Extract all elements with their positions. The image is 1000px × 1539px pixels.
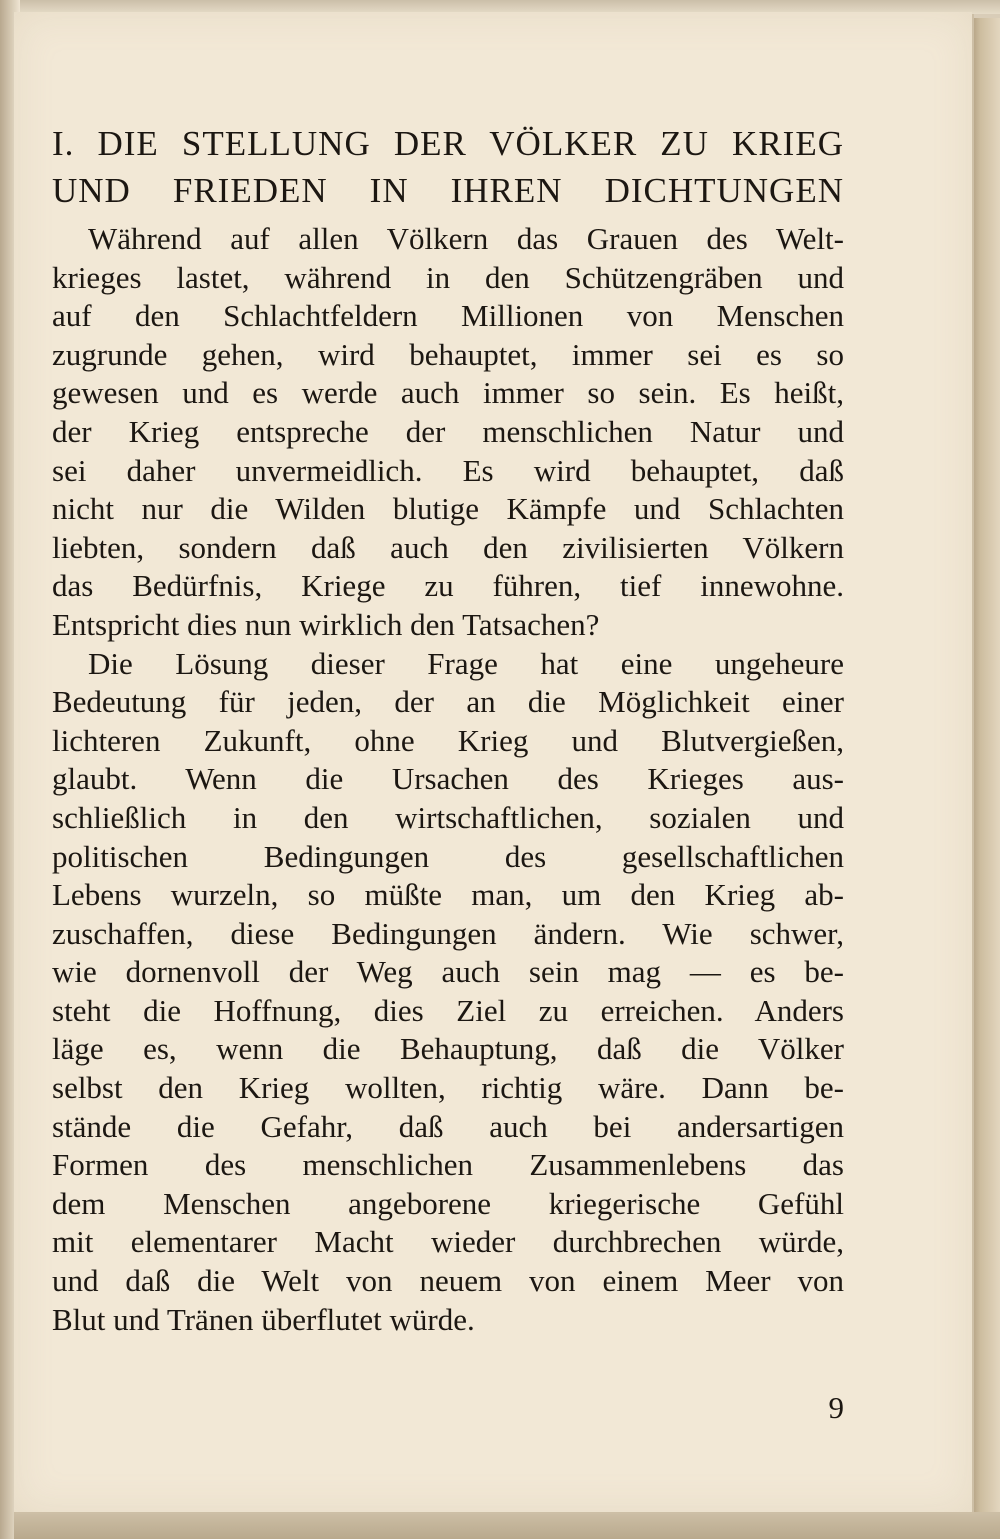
- text-line: liebten, sondern daß auch den zivilisierten Völkern: [52, 529, 844, 565]
- paragraph-1: [52, 220, 844, 645]
- page-text: [52, 120, 844, 1339]
- text-line: Während auf allen Völkern das Grauen des Welt-: [88, 221, 844, 256]
- text-line: mit elementarer Macht wieder durchbrechen würde,: [52, 1224, 844, 1260]
- page-number: 9: [828, 1390, 844, 1425]
- text-line: zugrunde gehen, wird behauptet, immer sei es so: [52, 336, 844, 372]
- text-line: dem Menschen angeborene kriegerische Gefühl: [52, 1185, 844, 1221]
- heading-line-1: I. DIE STELLUNG DER VÖLKER ZU KRIEG: [52, 124, 844, 163]
- text-line: läge es, wenn die Behauptung, daß die Völker: [52, 1031, 844, 1067]
- text-line: Die Lösung dieser Frage hat eine ungeheure: [88, 645, 844, 681]
- text-line: glaubt. Wenn die Ursachen des Krieges aus-: [52, 761, 844, 797]
- text-line: lichteren Zukunft, ohne Krieg und Blutvergießen,: [52, 722, 844, 758]
- text-line: Blut und Tränen überflutet würde.: [52, 1301, 475, 1337]
- text-line: wie dornenvoll der Weg auch sein mag — es be-: [52, 954, 844, 990]
- text-line: nicht nur die Wilden blutige Kämpfe und Schlachten: [52, 491, 844, 527]
- paragraph-2: [52, 645, 844, 1340]
- text-line: der Krieg entspreche der menschlichen Natur und: [52, 413, 844, 449]
- text-line: und daß die Welt von neuem von einem Meer von: [52, 1263, 844, 1299]
- heading-line-2: UND FRIEDEN IN IHREN DICHTUNGEN: [52, 171, 844, 210]
- text-line: zuschaffen, diese Bedingungen ändern. Wie schwer,: [52, 915, 844, 951]
- text-line: das Bedürfnis, Kriege zu führen, tief innewohne.: [52, 568, 844, 604]
- text-line: auf den Schlachtfeldern Millionen von Menschen: [52, 298, 844, 334]
- page-edges-bottom: [14, 1512, 1000, 1539]
- text-line: schließlich in den wirtschaftlichen, sozialen und: [52, 799, 844, 835]
- text-line: sei daher unvermeidlich. Es wird behauptet, daß: [52, 452, 844, 488]
- text-line: selbst den Krieg wollten, richtig wäre. Dann be-: [52, 1070, 844, 1106]
- text-line: Bedeutung für jeden, der an die Möglichkeit einer: [52, 684, 844, 720]
- text-line: Entspricht dies nun wirklich den Tatsachen?: [52, 606, 600, 642]
- text-line: Formen des menschlichen Zusammenlebens das: [52, 1147, 844, 1183]
- text-line: steht die Hoffnung, dies Ziel zu erreichen. Anders: [52, 992, 844, 1028]
- text-line: stände die Gefahr, daß auch bei andersartigen: [52, 1108, 844, 1144]
- text-line: politischen Bedingungen des gesellschaftlichen: [52, 838, 844, 874]
- text-line: gewesen und es werde auch immer so sein. Es heißt,: [52, 375, 844, 411]
- page-edges-right: [972, 18, 1000, 1518]
- text-line: Lebens wurzeln, so müßte man, um den Krieg ab-: [52, 877, 844, 913]
- text-line: krieges lastet, während in den Schützengräben und: [52, 259, 844, 295]
- chapter-heading: [52, 120, 844, 214]
